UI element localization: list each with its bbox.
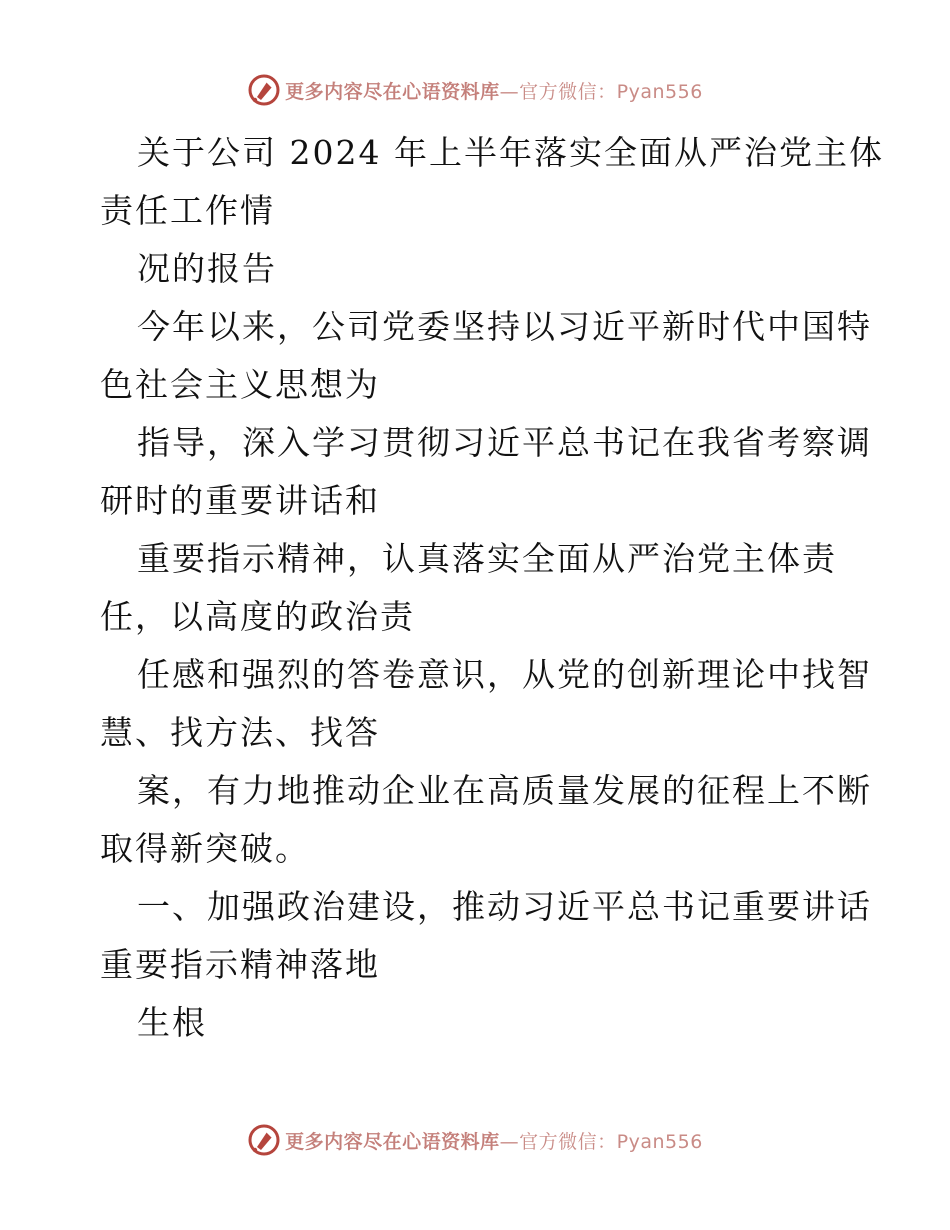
- doc-line-section-heading-3: 生根: [137, 1003, 207, 1042]
- document-body: [100, 124, 884, 1052]
- doc-line: 重要指示精神，认真落实全面从严治党主体责: [137, 539, 837, 578]
- doc-line-section-heading-2: 重要指示精神落地: [100, 945, 380, 984]
- banner-dash: —: [499, 80, 520, 103]
- banner-text: [285, 1127, 703, 1154]
- doc-line: 案，有力地推动企业在高质量发展的征程上不断: [137, 771, 872, 810]
- banner-wechat-text: 官方微信：Pyan556: [519, 1130, 703, 1153]
- doc-line: 任感和强烈的答卷意识，从党的创新理论中找智: [137, 655, 872, 694]
- pen-nib-logo-icon: [247, 1123, 281, 1157]
- doc-line: 任，以高度的政治责: [100, 597, 415, 636]
- pen-nib-logo-icon: [247, 73, 281, 107]
- banner-dash: —: [499, 1130, 520, 1153]
- doc-line: 今年以来，公司党委坚持以习近平新时代中国特: [137, 307, 872, 346]
- doc-line: 色社会主义思想为: [100, 365, 380, 404]
- banner-wechat-text: 官方微信：Pyan556: [519, 80, 703, 103]
- doc-line-title-2: 责任工作情: [100, 191, 275, 230]
- doc-line: 取得新突破。: [100, 829, 310, 868]
- doc-line: 指导，深入学习贯彻习近平总书记在我省考察调: [137, 423, 872, 462]
- header-banner: [0, 70, 950, 110]
- doc-line: 慧、找方法、找答: [100, 713, 380, 752]
- banner-text: [285, 77, 703, 104]
- banner-main-text: 更多内容尽在心语资料库: [285, 80, 500, 103]
- doc-line-title-3: 况的报告: [137, 249, 277, 288]
- doc-line: 研时的重要讲话和: [100, 481, 380, 520]
- doc-line-section-heading-1: 一、加强政治建设，推动习近平总书记重要讲话: [137, 887, 872, 926]
- doc-line-title-1: 关于公司 2024 年上半年落实全面从严治党主体: [137, 133, 884, 172]
- banner-main-text: 更多内容尽在心语资料库: [285, 1130, 500, 1153]
- footer-banner: [0, 1120, 950, 1160]
